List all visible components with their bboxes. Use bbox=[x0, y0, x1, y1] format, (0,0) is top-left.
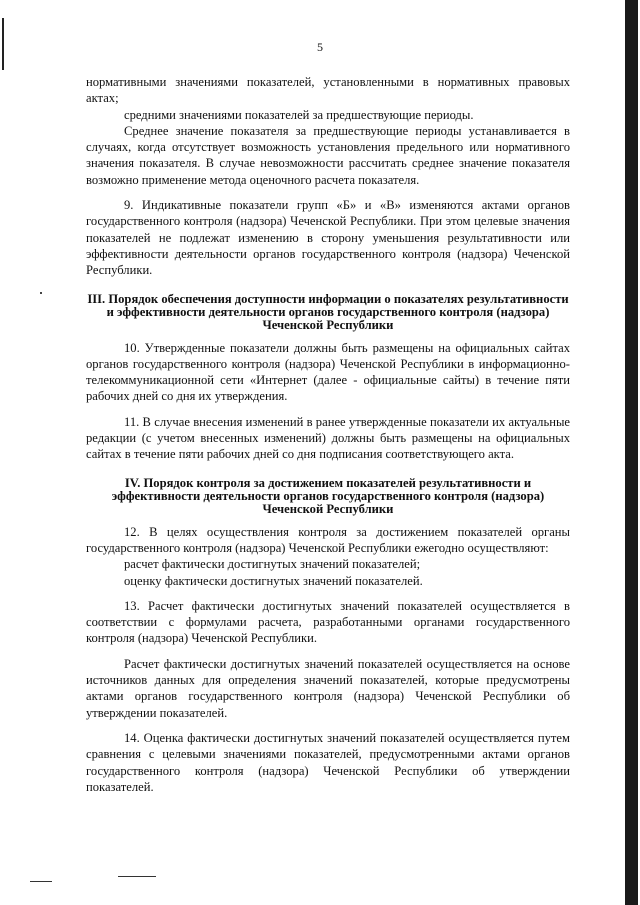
scan-mark bbox=[118, 876, 156, 877]
paragraph: 10. Утвержденные показатели должны быть размещены на официальных сайтах органов государственного контроля (надзора) Чеченской Республики в информационно-телекоммуникационной сети «Интернет (далее - официальные сайты) в течение пяти рабочих дней со дня их утверждения. bbox=[86, 340, 570, 404]
document-body bbox=[86, 74, 570, 795]
paragraph: нормативными значениями показателей, установленными в нормативных правовых актах; bbox=[86, 75, 570, 106]
paragraph: Среднее значение показателя за предшествующие периоды устанавливается в случаях, когда отсутствует возможность установления предельного или нормативного значения показателя. В случае невозможности рассчитать среднее значение показателя возможно применение метода оценочного расчета показателя. bbox=[86, 123, 570, 187]
page-number: 5 bbox=[317, 40, 323, 54]
paragraph: 14. Оценка фактически достигнутых значений показателей осуществляется путем сравнения с целевыми значениями показателей, предусмотренными актами органов государственного контроля (надзора) Чеченской Республики об утверждении показателей. bbox=[86, 730, 570, 794]
paragraph: средними значениями показателей за предшествующие периоды. bbox=[124, 107, 474, 122]
scan-mark bbox=[30, 881, 52, 882]
paragraph: 9. Индикативные показатели групп «Б» и «В» изменяются актами органов государственного контроля (надзора) Чеченской Республики. При этом целевые значения показателей не подлежат изменению в сторону уменьшения результативности или эффективности деятельности органов государственного контроля (надзора) Чеченской Республики. bbox=[86, 198, 570, 278]
paragraph: Расчет фактически достигнутых значений показателей осуществляется на основе источников данных для определения значений показателей, которые предусмотрены актами органов государственного контроля (надзора) Чеченской Республики об утверждении показателей. bbox=[86, 656, 570, 720]
list-item: расчет фактически достигнутых значений показателей; bbox=[124, 557, 421, 572]
section-heading-4: IV. Порядок контроля за достижением показателей результативности и эффективности деятельности органов государственного контроля (надзора) Чеченской Республики bbox=[111, 475, 545, 516]
scan-speck bbox=[40, 292, 42, 294]
section-heading-3: III. Порядок обеспечения доступности информации о показателях результативности и эффективности деятельности органов государственного контроля (надзора) Чеченской Республики bbox=[87, 291, 569, 332]
paragraph: 12. В целях осуществления контроля за достижением показателей органы государственного контроля (надзора) Чеченской Республики ежегодно осуществляют: bbox=[86, 524, 570, 555]
paragraph: 11. В случае внесения изменений в ранее утвержденные показатели их актуальные редакции (с учетом внесенных изменений) должны быть размещены на официальных сайтах в течение пяти рабочих дней со дня подписания соответствующего акта. bbox=[86, 414, 570, 462]
paragraph: 13. Расчет фактически достигнутых значений показателей осуществляется в соответствии с формулами расчета, разработанными органами государственного контроля (надзора) Чеченской Республики. bbox=[86, 598, 570, 646]
list-item: оценку фактически достигнутых значений показателей. bbox=[124, 573, 423, 588]
scan-border bbox=[625, 0, 638, 905]
